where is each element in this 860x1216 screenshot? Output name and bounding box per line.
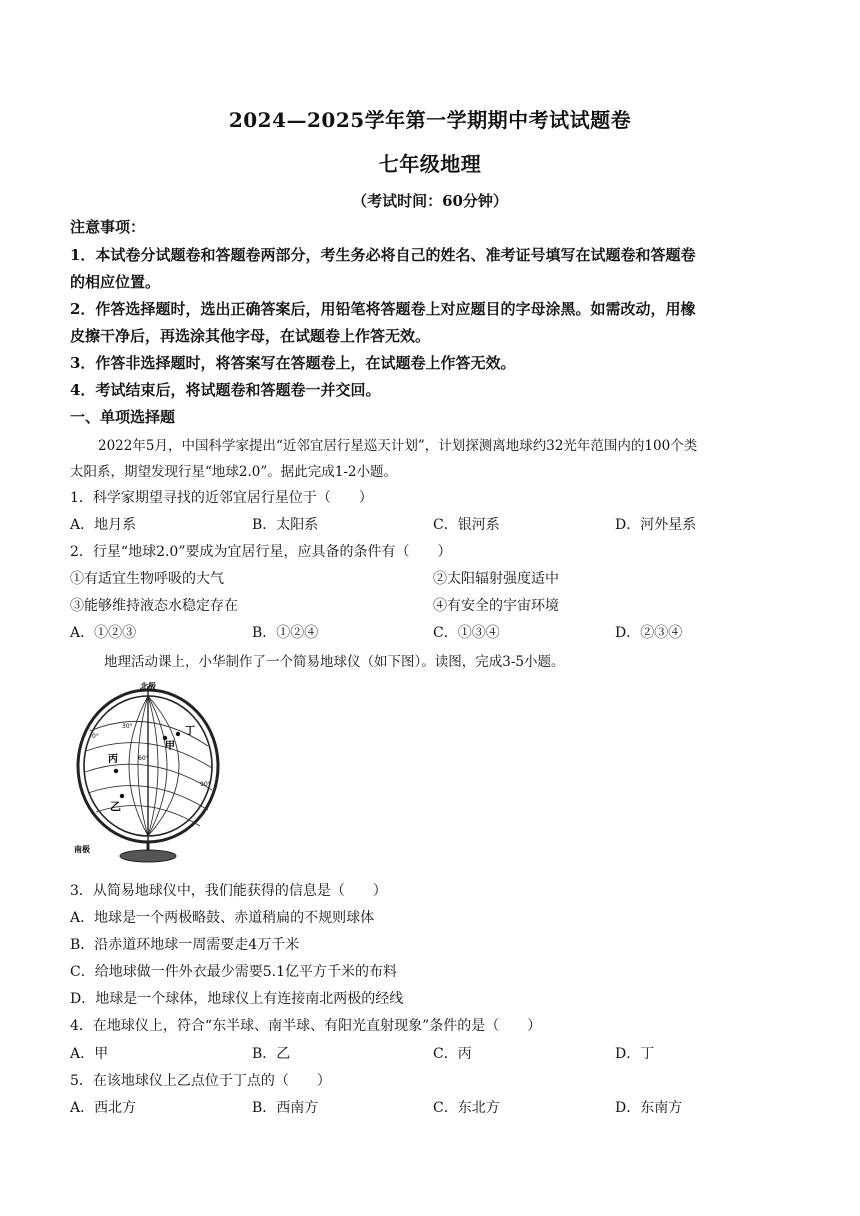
q2-option-c: C．①③④ [433, 625, 500, 641]
q1-option-c: C．银河系 [433, 517, 500, 533]
notice-heading: 注意事项： [70, 218, 146, 236]
q1-option-b: B．太阳系 [252, 517, 319, 533]
exam-subject: 七年级地理 [378, 152, 482, 176]
q2-statement-1: ①有适宜生物呼吸的大气 [70, 571, 224, 587]
q5-option-d: D．东南方 [615, 1100, 683, 1116]
q5-option-b: B．西南方 [252, 1100, 319, 1116]
degree-label-c: 60° [138, 755, 149, 762]
q2-statement-4: ④有安全的宇宙环境 [433, 598, 559, 614]
q4-option-d: D．丁 [615, 1046, 655, 1062]
section-heading: 一、单项选择题 [70, 408, 176, 426]
notice-item-3: 3．作答非选择题时，将答案写在答题卷上，在试题卷上作答无效。 [70, 354, 516, 372]
q3-option-a: A．地球是一个两极略鼓、赤道稍扁的不规则球体 [70, 910, 375, 926]
q5-option-a: A．西北方 [70, 1100, 137, 1116]
q2-statement-3: ③能够维持液态水稳定存在 [70, 598, 238, 614]
notice-item-1-line-1: 1．本试卷分试题卷和答题卷两部分，考生务必将自己的姓名、准考证号填写在试题卷和答题卷 [70, 246, 696, 264]
intro-1-line-1: 2022年5月，中国科学家提出“近邻宜居行星巡天计划”，计划探测离地球约32光年范围内的100个类 [98, 438, 698, 454]
globe-illustration [70, 676, 235, 866]
globe-figure [70, 676, 235, 866]
q2-statement-2: ②太阳辐射强度适中 [433, 571, 559, 587]
q3-option-b: B．沿赤道环地球一周需要走4万千米 [70, 937, 300, 953]
point-jia-label: 甲 [165, 741, 175, 752]
q4-stem: 4．在地球仪上，符合“东半球、南半球、有阳光直射现象”条件的是（ ） [70, 1018, 542, 1034]
intro-2: 地理活动课上，小华制作了一个简易地球仪（如下图）。读图，完成3-5小题。 [104, 654, 565, 670]
q2-option-b: B．①②④ [252, 625, 319, 641]
q1-stem: 1．科学家期望寻找的近邻宜居行星位于（ ） [70, 490, 373, 506]
q2-option-a: A．①②③ [70, 625, 137, 641]
q1-option-a: A．地月系 [70, 517, 137, 533]
notice-item-2-line-1: 2．作答选择题时，选出正确答案后，用铅笔将答题卷上对应题目的字母涂黑。如需改动，用橡 [70, 300, 696, 318]
north-pole-label: 北极 [140, 682, 156, 691]
degree-label-d: 90° [200, 781, 211, 788]
q5-option-c: C．东北方 [433, 1100, 500, 1116]
notice-item-1-line-2: 的相应位置。 [70, 273, 161, 291]
point-bing-label: 丙 [108, 754, 118, 765]
degree-label-b: 30° [122, 723, 133, 730]
q4-option-c: C．丙 [433, 1046, 472, 1062]
q3-option-c: C．给地球做一件外衣最少需要5.1亿平方千米的布料 [70, 964, 397, 980]
notice-item-4: 4．考试结束后，将试题卷和答题卷一并交回。 [70, 381, 381, 399]
q3-stem: 3．从简易地球仪中，我们能获得的信息是（ ） [70, 883, 387, 899]
q3-option-d: D．地球是一个球体，地球仪上有连接南北两极的经线 [70, 991, 404, 1007]
exam-title: 2024—2025学年第一学期期中考试试题卷 [228, 108, 632, 132]
intro-1-line-2: 太阳系，期望发现行星“地球2.0”。据此完成1-2小题。 [70, 464, 398, 480]
degree-label-a: 0° [92, 733, 99, 740]
q5-stem: 5．在该地球仪上乙点位于丁点的（ ） [70, 1073, 331, 1089]
notice-item-2-line-2: 皮擦干净后，再选涂其他字母，在试题卷上作答无效。 [70, 327, 431, 345]
q4-option-a: A．甲 [70, 1046, 109, 1062]
exam-time: （考试时间：60分钟） [352, 192, 508, 210]
point-ding-label: 丁 [185, 726, 195, 737]
point-yi-label: 乙 [110, 800, 121, 813]
q1-option-d: D．河外星系 [615, 517, 697, 533]
q4-option-b: B．乙 [252, 1046, 291, 1062]
south-pole-label: 南极 [74, 845, 90, 854]
q2-option-d: D．②③④ [615, 625, 683, 641]
q2-stem: 2．行星“地球2.0”要成为宜居行星，应具备的条件有（ ） [70, 544, 452, 560]
